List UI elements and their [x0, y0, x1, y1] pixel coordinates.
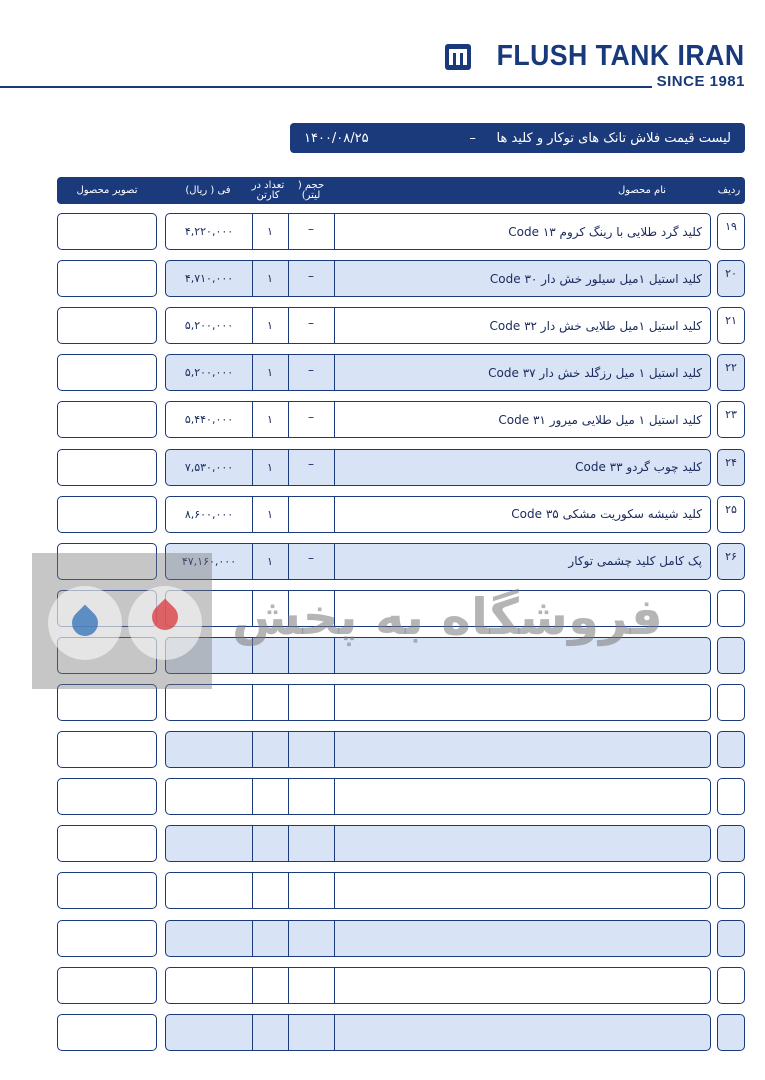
carton-qty: ۱ [267, 225, 273, 238]
row-number: ۲۳ [717, 401, 745, 438]
volume-value: – [308, 315, 314, 330]
row-data-cell [165, 1014, 711, 1051]
volume-value [288, 732, 334, 767]
volume-value [288, 1015, 334, 1050]
brand-logo [445, 40, 745, 73]
brand-name: FLUSH TANK IRAN [497, 40, 745, 72]
product-name [338, 1015, 702, 1050]
row-number: ۲۲ [717, 354, 745, 391]
price-value [166, 1015, 252, 1050]
product-image-cell [57, 307, 157, 344]
price-value [166, 921, 252, 956]
product-name [338, 779, 702, 814]
product-name: کلید استیل ۱میل سیلور خش دار ۳۰ Code [489, 271, 702, 286]
row-number [717, 684, 745, 721]
volume-value [288, 826, 334, 861]
title-bar [290, 123, 745, 153]
product-image-cell [57, 354, 157, 391]
carton-qty [252, 1015, 288, 1050]
row-number [717, 637, 745, 674]
column-divider [334, 544, 335, 579]
table-row [57, 449, 745, 486]
row-data-cell [165, 401, 711, 438]
table-row [57, 967, 745, 1004]
row-number [717, 731, 745, 768]
table-row [57, 1014, 745, 1051]
table-row [57, 825, 745, 862]
column-divider [334, 261, 335, 296]
table-row [57, 872, 745, 909]
row-number: ۲۵ [717, 496, 745, 533]
price-value: ۴,۲۲۰,۰۰۰ [184, 225, 234, 238]
column-divider [334, 779, 335, 814]
row-number: ۲۱ [717, 307, 745, 344]
row-data-cell [165, 449, 711, 486]
product-image-cell [57, 449, 157, 486]
carton-qty [252, 873, 288, 908]
price-value: ۴۷,۱۶۰,۰۰۰ [181, 554, 237, 568]
volume-value: – [308, 551, 314, 566]
volume-value: – [308, 221, 314, 236]
row-data-cell [165, 684, 711, 721]
product-image-cell [57, 260, 157, 297]
col-image: تصویر محصول [76, 184, 138, 196]
row-data-cell [165, 967, 711, 1004]
price-value [166, 968, 252, 1003]
column-divider [334, 450, 335, 485]
product-name: کلید استیل ۱میل طلایی خش دار ۳۲ Code [489, 318, 702, 333]
table-row [57, 354, 745, 391]
carton-qty [252, 685, 288, 720]
table-row [57, 260, 745, 297]
row-data-cell [165, 825, 711, 862]
column-divider [334, 826, 335, 861]
column-divider [334, 308, 335, 343]
carton-qty: ۱ [267, 272, 273, 286]
column-divider [334, 497, 335, 532]
table-row [57, 213, 745, 250]
watermark-text: فروشگاه به پخش [232, 588, 663, 646]
product-name [338, 732, 702, 767]
volume-value [288, 779, 334, 814]
table-row [57, 496, 745, 533]
carton-qty [252, 921, 288, 956]
row-data-cell [165, 778, 711, 815]
col-volume: حجم ( لیتر) [297, 179, 325, 201]
product-image-cell [57, 1014, 157, 1051]
carton-qty: ۱ [267, 507, 273, 521]
table-row [57, 307, 745, 344]
price-value: ۷,۵۳۰,۰۰۰ [184, 460, 234, 474]
volume-value [288, 968, 334, 1003]
product-name [338, 968, 702, 1003]
product-name [338, 826, 702, 861]
product-image-cell [57, 731, 157, 768]
volume-value: – [308, 409, 314, 424]
product-name: کلید استیل ۱ میل طلایی میرور ۳۱ Code [498, 412, 702, 427]
price-value: ۵,۲۰۰,۰۰۰ [184, 319, 234, 333]
price-value: ۵,۴۴۰,۰۰۰ [184, 413, 234, 427]
row-number [717, 778, 745, 815]
column-divider [334, 685, 335, 720]
row-data-cell [165, 496, 711, 533]
product-name [338, 873, 702, 908]
carton-qty [252, 968, 288, 1003]
carton-qty [252, 732, 288, 767]
product-name [338, 921, 702, 956]
carton-qty: ۱ [267, 366, 273, 380]
volume-value: – [308, 362, 314, 377]
row-number: ۲۰ [717, 260, 745, 297]
row-number [717, 920, 745, 957]
row-number [717, 967, 745, 1004]
carton-qty [252, 826, 288, 861]
row-number [717, 1014, 745, 1051]
price-value [166, 826, 252, 861]
row-data-cell [165, 307, 711, 344]
price-value [166, 779, 252, 814]
column-divider [334, 214, 335, 249]
carton-qty: ۱ [267, 554, 273, 568]
table-header [57, 177, 745, 204]
row-data-cell [165, 213, 711, 250]
row-data-cell [165, 920, 711, 957]
row-number [717, 872, 745, 909]
column-divider [334, 1015, 335, 1050]
carton-qty [252, 779, 288, 814]
price-value: ۸,۶۰۰,۰۰۰ [184, 507, 234, 521]
flush-tank-logo-icon [445, 44, 471, 70]
row-data-cell [165, 354, 711, 391]
row-data-cell [165, 872, 711, 909]
product-image-cell [57, 778, 157, 815]
price-list-title: لیست قیمت فلاش تانک های توکار و کلید ها – [469, 130, 731, 146]
table-row [57, 401, 745, 438]
column-divider [334, 968, 335, 1003]
row-data-cell [165, 731, 711, 768]
column-divider [334, 355, 335, 390]
row-number [717, 590, 745, 627]
volume-value [288, 497, 334, 532]
product-name: کلید چوب گردو ۳۳ Code [575, 460, 702, 474]
product-image-cell [57, 496, 157, 533]
col-row: ردیف [717, 184, 741, 196]
price-value [166, 685, 252, 720]
product-image-cell [57, 401, 157, 438]
product-image-cell [57, 920, 157, 957]
table-row [57, 684, 745, 721]
table-row [57, 731, 745, 768]
product-name: کلید شیشه سکوریت مشکی ۳۵ Code [511, 507, 702, 522]
column-divider [334, 402, 335, 437]
col-name: نام محصول [617, 184, 667, 196]
brand-since: SINCE 1981 [656, 73, 745, 90]
price-list-date: ۱۴۰۰/۰۸/۲۵ [304, 130, 369, 146]
product-image-cell [57, 825, 157, 862]
product-image-cell [57, 213, 157, 250]
col-carton: تعداد در کارتن [251, 179, 285, 201]
product-image-cell [57, 684, 157, 721]
col-price: فی ( ریال) [185, 184, 231, 196]
price-value [166, 732, 252, 767]
price-value: ۵,۲۰۰,۰۰۰ [184, 366, 234, 380]
volume-value [288, 873, 334, 908]
product-name: کلید استیل ۱ میل رزگلد خش دار ۳۷ Code [488, 365, 702, 380]
carton-qty: ۱ [267, 319, 273, 333]
row-number: ۱۹ [717, 213, 745, 250]
product-image-cell [57, 872, 157, 909]
column-divider [334, 873, 335, 908]
row-number: ۲۴ [717, 449, 745, 486]
row-data-cell [165, 543, 711, 580]
price-value: ۴,۷۱۰,۰۰۰ [184, 272, 234, 286]
table-row [57, 778, 745, 815]
price-value [166, 873, 252, 908]
product-name: پک کامل کلید چشمی توکار [568, 554, 702, 569]
column-divider [334, 732, 335, 767]
header-divider [0, 86, 652, 88]
row-data-cell [165, 260, 711, 297]
table-row [57, 920, 745, 957]
product-name [338, 685, 702, 720]
column-divider [334, 921, 335, 956]
row-number [717, 825, 745, 862]
volume-value: – [308, 268, 314, 283]
row-number: ۲۶ [717, 543, 745, 580]
volume-value [288, 685, 334, 720]
volume-value [288, 921, 334, 956]
product-image-cell [57, 967, 157, 1004]
carton-qty: ۱ [267, 460, 273, 474]
volume-value: – [308, 457, 314, 471]
product-name: کلید گرد طلایی با رینگ کروم ۱۳ Code [508, 224, 702, 239]
carton-qty: ۱ [267, 413, 273, 427]
